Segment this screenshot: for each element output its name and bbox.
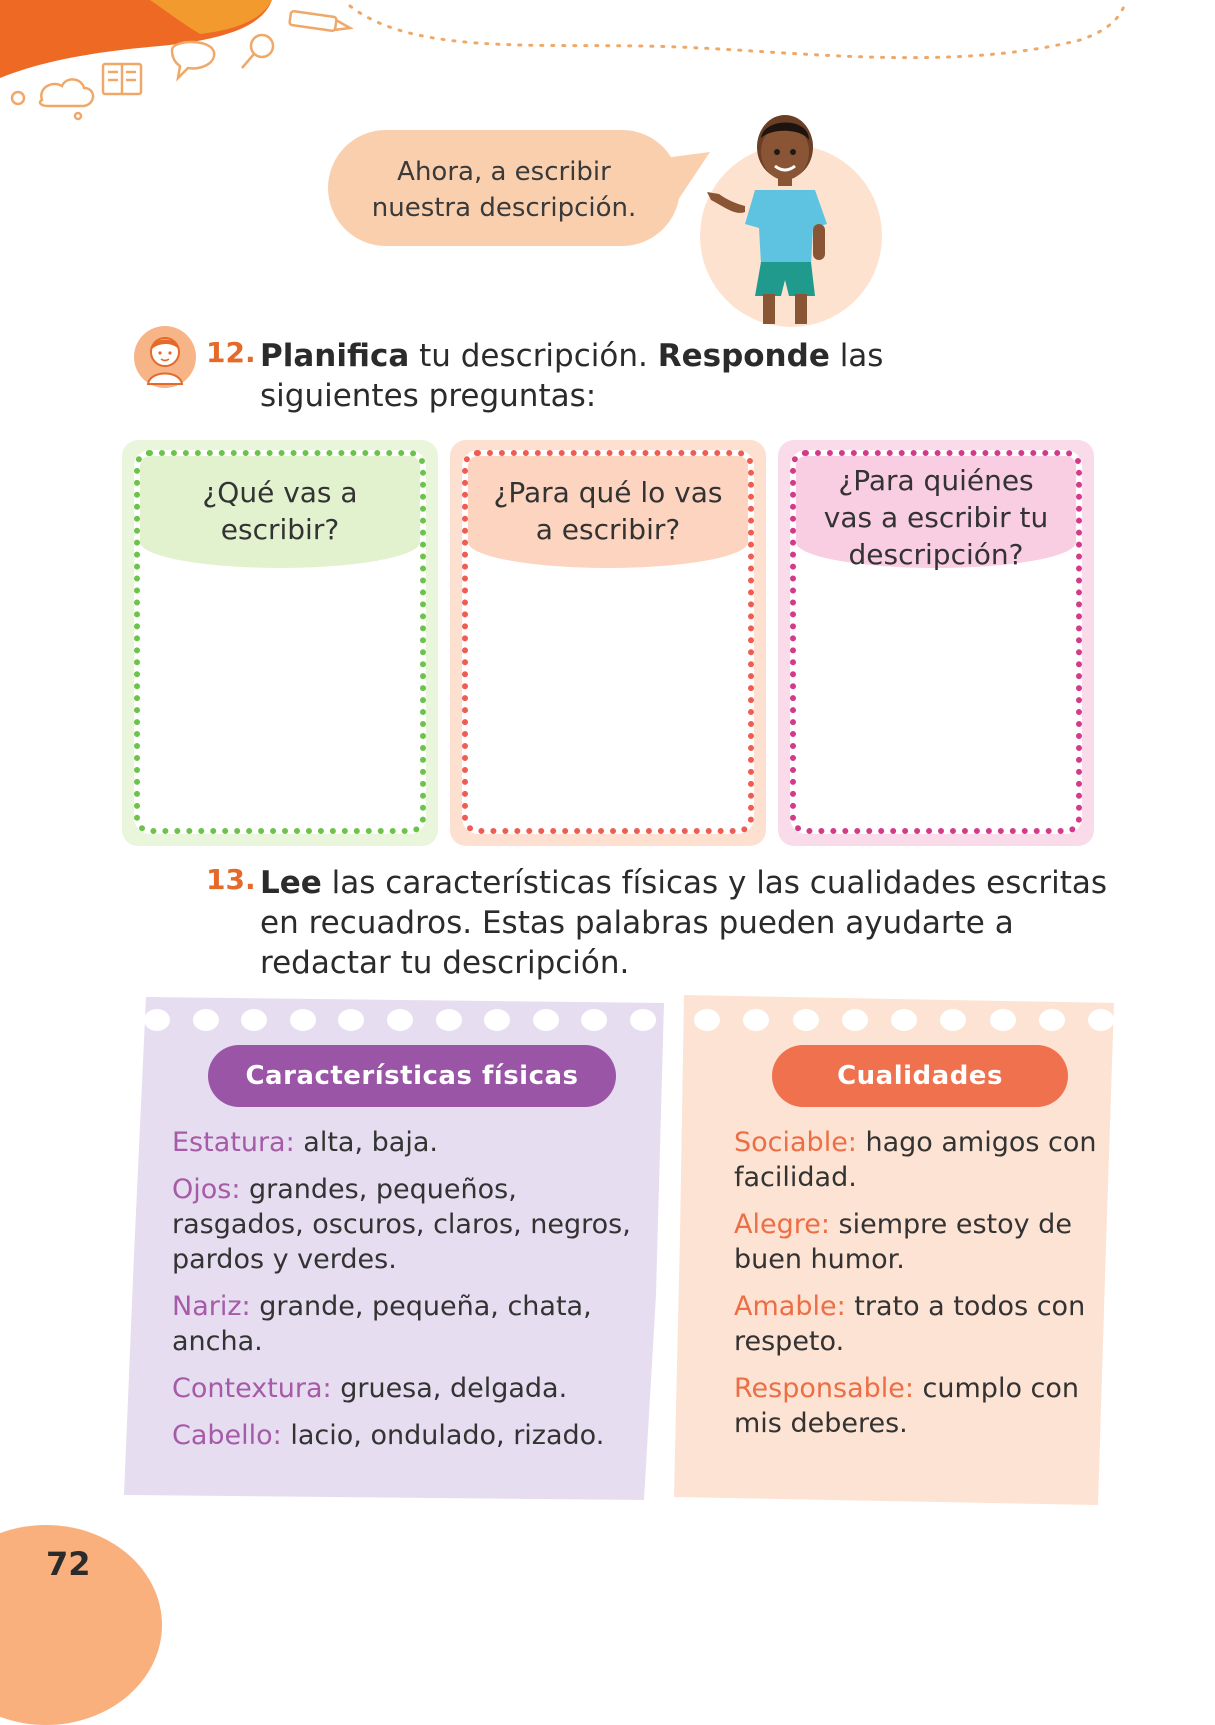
page-number: 72 — [46, 1545, 91, 1583]
binder-hole — [630, 1009, 656, 1031]
term-list — [734, 1125, 1104, 1453]
binder-hole — [290, 1009, 316, 1031]
list-item — [734, 1289, 1104, 1359]
boy-character-illustration — [705, 112, 845, 332]
activity-number: 12. — [206, 336, 256, 369]
question-text: descripción? — [848, 538, 1024, 571]
term-label: Cabello: — [172, 1420, 282, 1451]
question-header — [468, 456, 748, 568]
answer-area[interactable] — [134, 450, 426, 834]
term-description: grandes, pequeños, rasgados, oscuros, claros, negros, pardos y verdes. — [172, 1174, 631, 1275]
list-item — [172, 1172, 642, 1277]
question-card-why — [450, 440, 766, 846]
notepad-title: Cualidades — [772, 1045, 1068, 1107]
binder-hole — [387, 1009, 413, 1031]
question-text: a escribir? — [535, 513, 681, 546]
binder-hole — [436, 1009, 462, 1031]
instruction-verb: Responde — [657, 338, 830, 374]
term-label: Amable: — [734, 1291, 846, 1322]
binder-hole — [144, 1009, 170, 1031]
term-list — [172, 1125, 642, 1465]
binder-hole — [694, 1009, 720, 1031]
student-thinking-icon — [134, 326, 196, 388]
speech-line-1: Ahora, a escribir — [397, 157, 611, 187]
notepad-holes — [694, 1009, 1114, 1033]
question-text: escribir? — [220, 513, 340, 546]
binder-hole — [581, 1009, 607, 1031]
list-item — [172, 1289, 642, 1359]
term-label: Alegre: — [734, 1209, 830, 1240]
binder-hole — [241, 1009, 267, 1031]
instruction-text: tu descripción. — [409, 338, 658, 374]
binder-hole — [842, 1009, 868, 1031]
term-description: grande, pequeña, chata, ancha. — [172, 1291, 592, 1357]
list-item — [172, 1418, 642, 1453]
instruction-text: siguientes preguntas: — [260, 378, 597, 414]
binder-hole — [1039, 1009, 1065, 1031]
instruction-text: redactar tu descripción. — [260, 945, 630, 981]
instruction-text: las — [829, 338, 884, 374]
binder-hole — [193, 1009, 219, 1031]
binder-hole — [990, 1009, 1016, 1031]
term-description: siempre estoy de buen humor. — [734, 1209, 1072, 1275]
list-item — [734, 1371, 1104, 1441]
physical-characteristics-notepad — [124, 995, 676, 1507]
question-card-what — [122, 440, 438, 846]
term-label: Ojos: — [172, 1174, 241, 1205]
qualities-notepad — [674, 995, 1134, 1507]
question-header — [796, 456, 1076, 571]
question-text: ¿Para quiénes — [838, 464, 1034, 497]
question-header — [140, 456, 420, 568]
term-description: cumplo con mis deberes. — [734, 1373, 1080, 1439]
binder-hole — [1088, 1009, 1114, 1031]
term-label: Responsable: — [734, 1373, 914, 1404]
term-label: Nariz: — [172, 1291, 251, 1322]
notepad-holes — [144, 1009, 656, 1033]
term-description: alta, baja. — [294, 1127, 438, 1158]
question-card-who — [778, 440, 1094, 846]
speech-line-2: nuestra descripción. — [371, 193, 637, 223]
binder-hole — [940, 1009, 966, 1031]
list-item — [734, 1125, 1104, 1195]
list-item — [172, 1125, 642, 1160]
term-label: Contextura: — [172, 1373, 332, 1404]
answer-area[interactable] — [462, 450, 754, 834]
term-label: Estatura: — [172, 1127, 295, 1158]
activity-number: 13. — [206, 863, 256, 896]
binder-hole — [743, 1009, 769, 1031]
notepad-title: Características físicas — [208, 1045, 616, 1107]
question-text: ¿Qué vas a — [202, 476, 358, 509]
instruction-verb: Planifica — [260, 338, 410, 374]
binder-hole — [484, 1009, 510, 1031]
list-item — [172, 1371, 642, 1406]
term-description: gruesa, delgada. — [331, 1373, 568, 1404]
answer-area[interactable] — [790, 450, 1082, 834]
binder-hole — [793, 1009, 819, 1031]
term-description: lacio, ondulado, rizado. — [281, 1420, 605, 1451]
activity-instruction — [260, 336, 900, 416]
question-text: vas a escribir tu — [823, 501, 1049, 534]
term-label: Sociable: — [734, 1127, 857, 1158]
list-item — [734, 1207, 1104, 1277]
question-text: ¿Para qué lo vas — [493, 476, 723, 509]
binder-hole — [533, 1009, 559, 1031]
activity-instruction — [260, 863, 1110, 983]
speech-bubble — [328, 130, 680, 246]
header-decoration — [0, 0, 1215, 130]
instruction-verb: Lee — [260, 865, 322, 901]
binder-hole — [891, 1009, 917, 1031]
instruction-text: las características físicas y las cualidades escritas — [321, 865, 1108, 901]
term-description: hago amigos con facilidad. — [734, 1127, 1097, 1193]
binder-hole — [338, 1009, 364, 1031]
term-description: trato a todos con respeto. — [734, 1291, 1086, 1357]
instruction-text: en recuadros. Estas palabras pueden ayudarte a — [260, 905, 1014, 941]
